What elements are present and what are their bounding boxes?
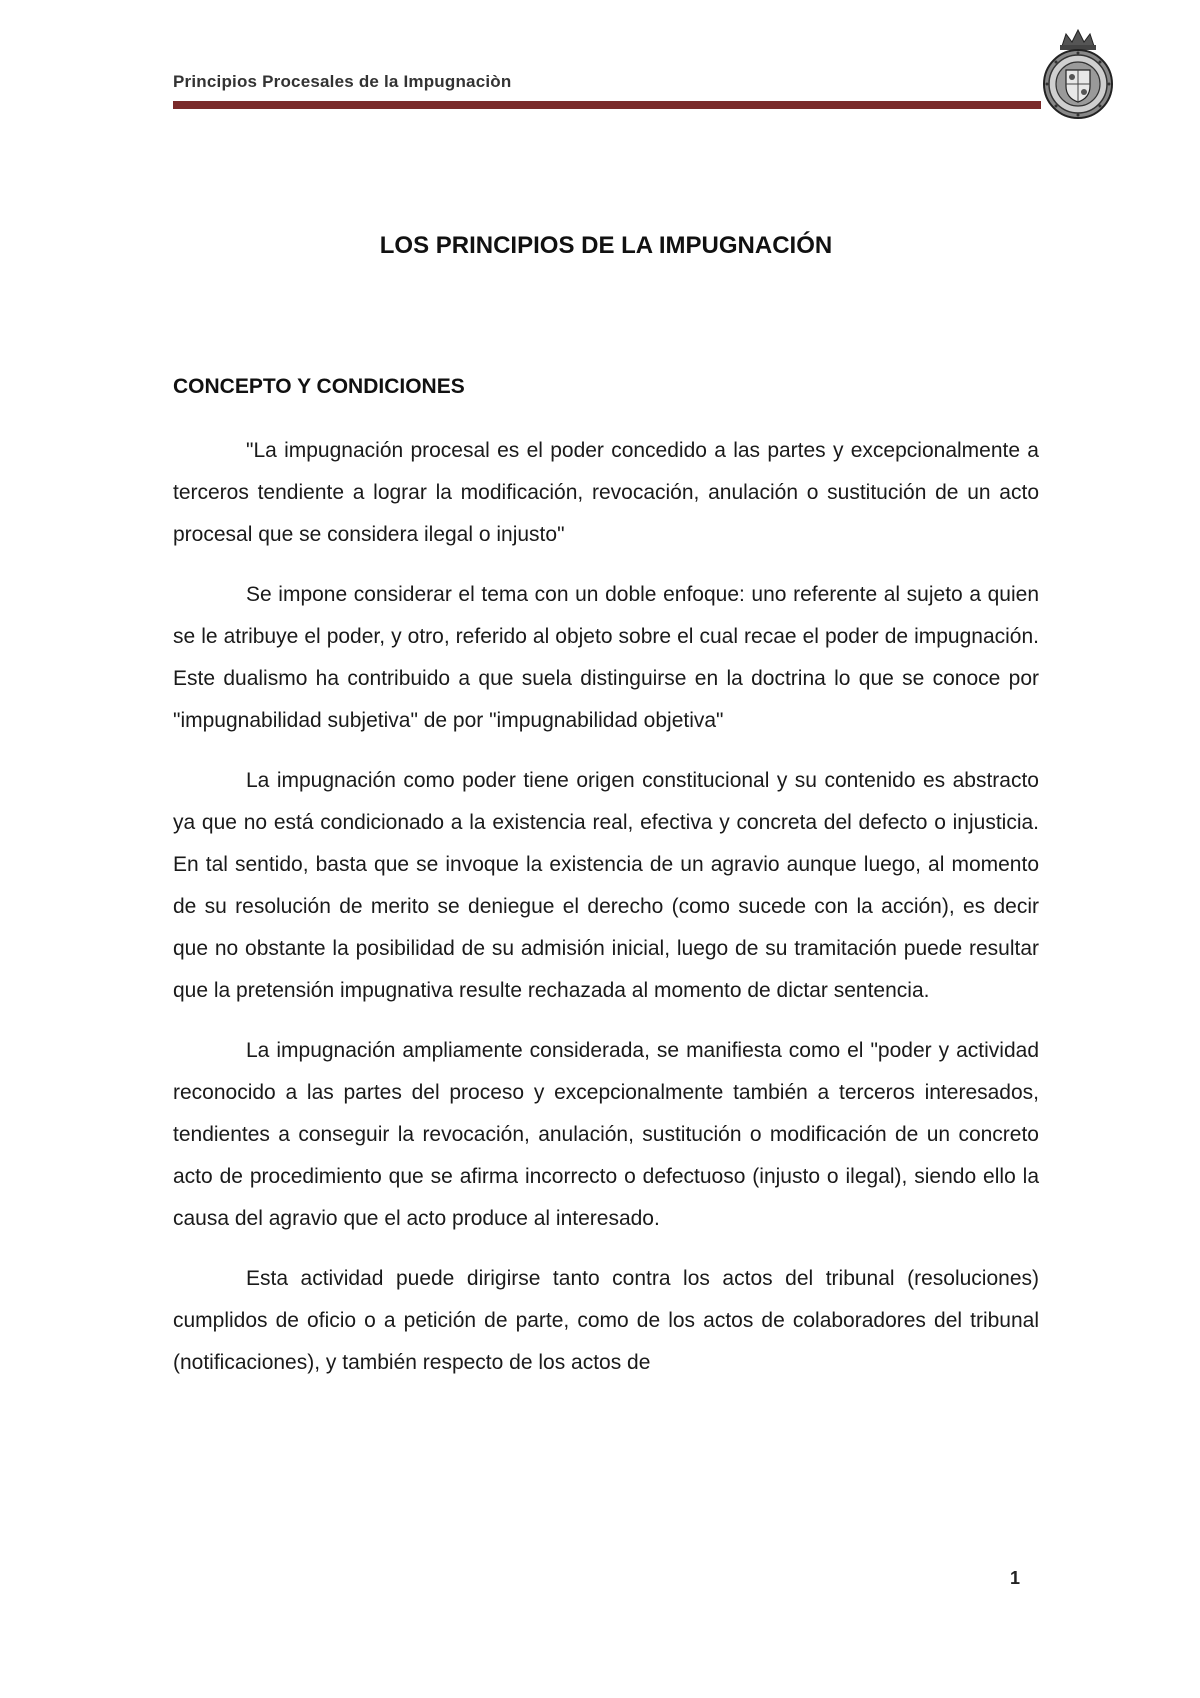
university-seal-icon	[1038, 28, 1118, 124]
header-title: Principios Procesales de la Impugnaciòn	[173, 72, 512, 91]
paragraph: "La impugnación procesal es el poder concedido a las partes y excepcionalmente a terceros tendiente a lograr la modificación, revocación, anulación o sustitución de un acto procesal que se considera ilegal o injusto"	[173, 439, 1039, 546]
section-heading: CONCEPTO Y CONDICIONES	[173, 375, 465, 398]
document-title: LOS PRINCIPIOS DE LA IMPUGNACIÓN	[379, 232, 833, 259]
page-number: 1	[1010, 1568, 1021, 1588]
paragraph: Esta actividad puede dirigirse tanto contra los actos del tribunal (resoluciones) cumplidos de oficio o a petición de parte, como de los actos de colaboradores del tribunal (notificaciones), y también respecto de los actos de	[173, 1267, 1039, 1374]
paragraph: La impugnación como poder tiene origen constitucional y su contenido es abstracto ya que no está condicionado a la existencia real, efectiva y concreta del defecto o injusticia. En tal sentido, basta que se invoque la existencia de un agravio aunque luego, al momento de su resolución de merito se deniegue el derecho (como sucede con la acción), es decir que no obstante la posibilidad de su admisión inicial, luego de su tramitación puede resultar que la pretensión impugnativa resulte rechazada al momento de dictar sentencia.	[173, 769, 1039, 1002]
header-rule	[173, 101, 1041, 109]
paragraph: Se impone considerar el tema con un doble enfoque: uno referente al sujeto a quien se le atribuye el poder, y otro, referido al objeto sobre el cual recae el poder de impugnación. Este dualismo ha contribuido a que suela distinguirse en la doctrina lo que se conoce por "impugnabilidad subjetiva" de por "impugnabilidad objetiva"	[173, 583, 1039, 732]
paragraph: La impugnación ampliamente considerada, se manifiesta como el "poder y actividad reconocido a las partes del proceso y excepcionalmente también a terceros interesados, tendientes a conseguir la revocación, anulación, sustitución o modificación de un concreto acto de procedimiento que se afirma incorrecto o defectuoso (injusto o ilegal), siendo ello la causa del agravio que el acto produce al interesado.	[173, 1039, 1039, 1230]
body-text	[173, 430, 1039, 1402]
